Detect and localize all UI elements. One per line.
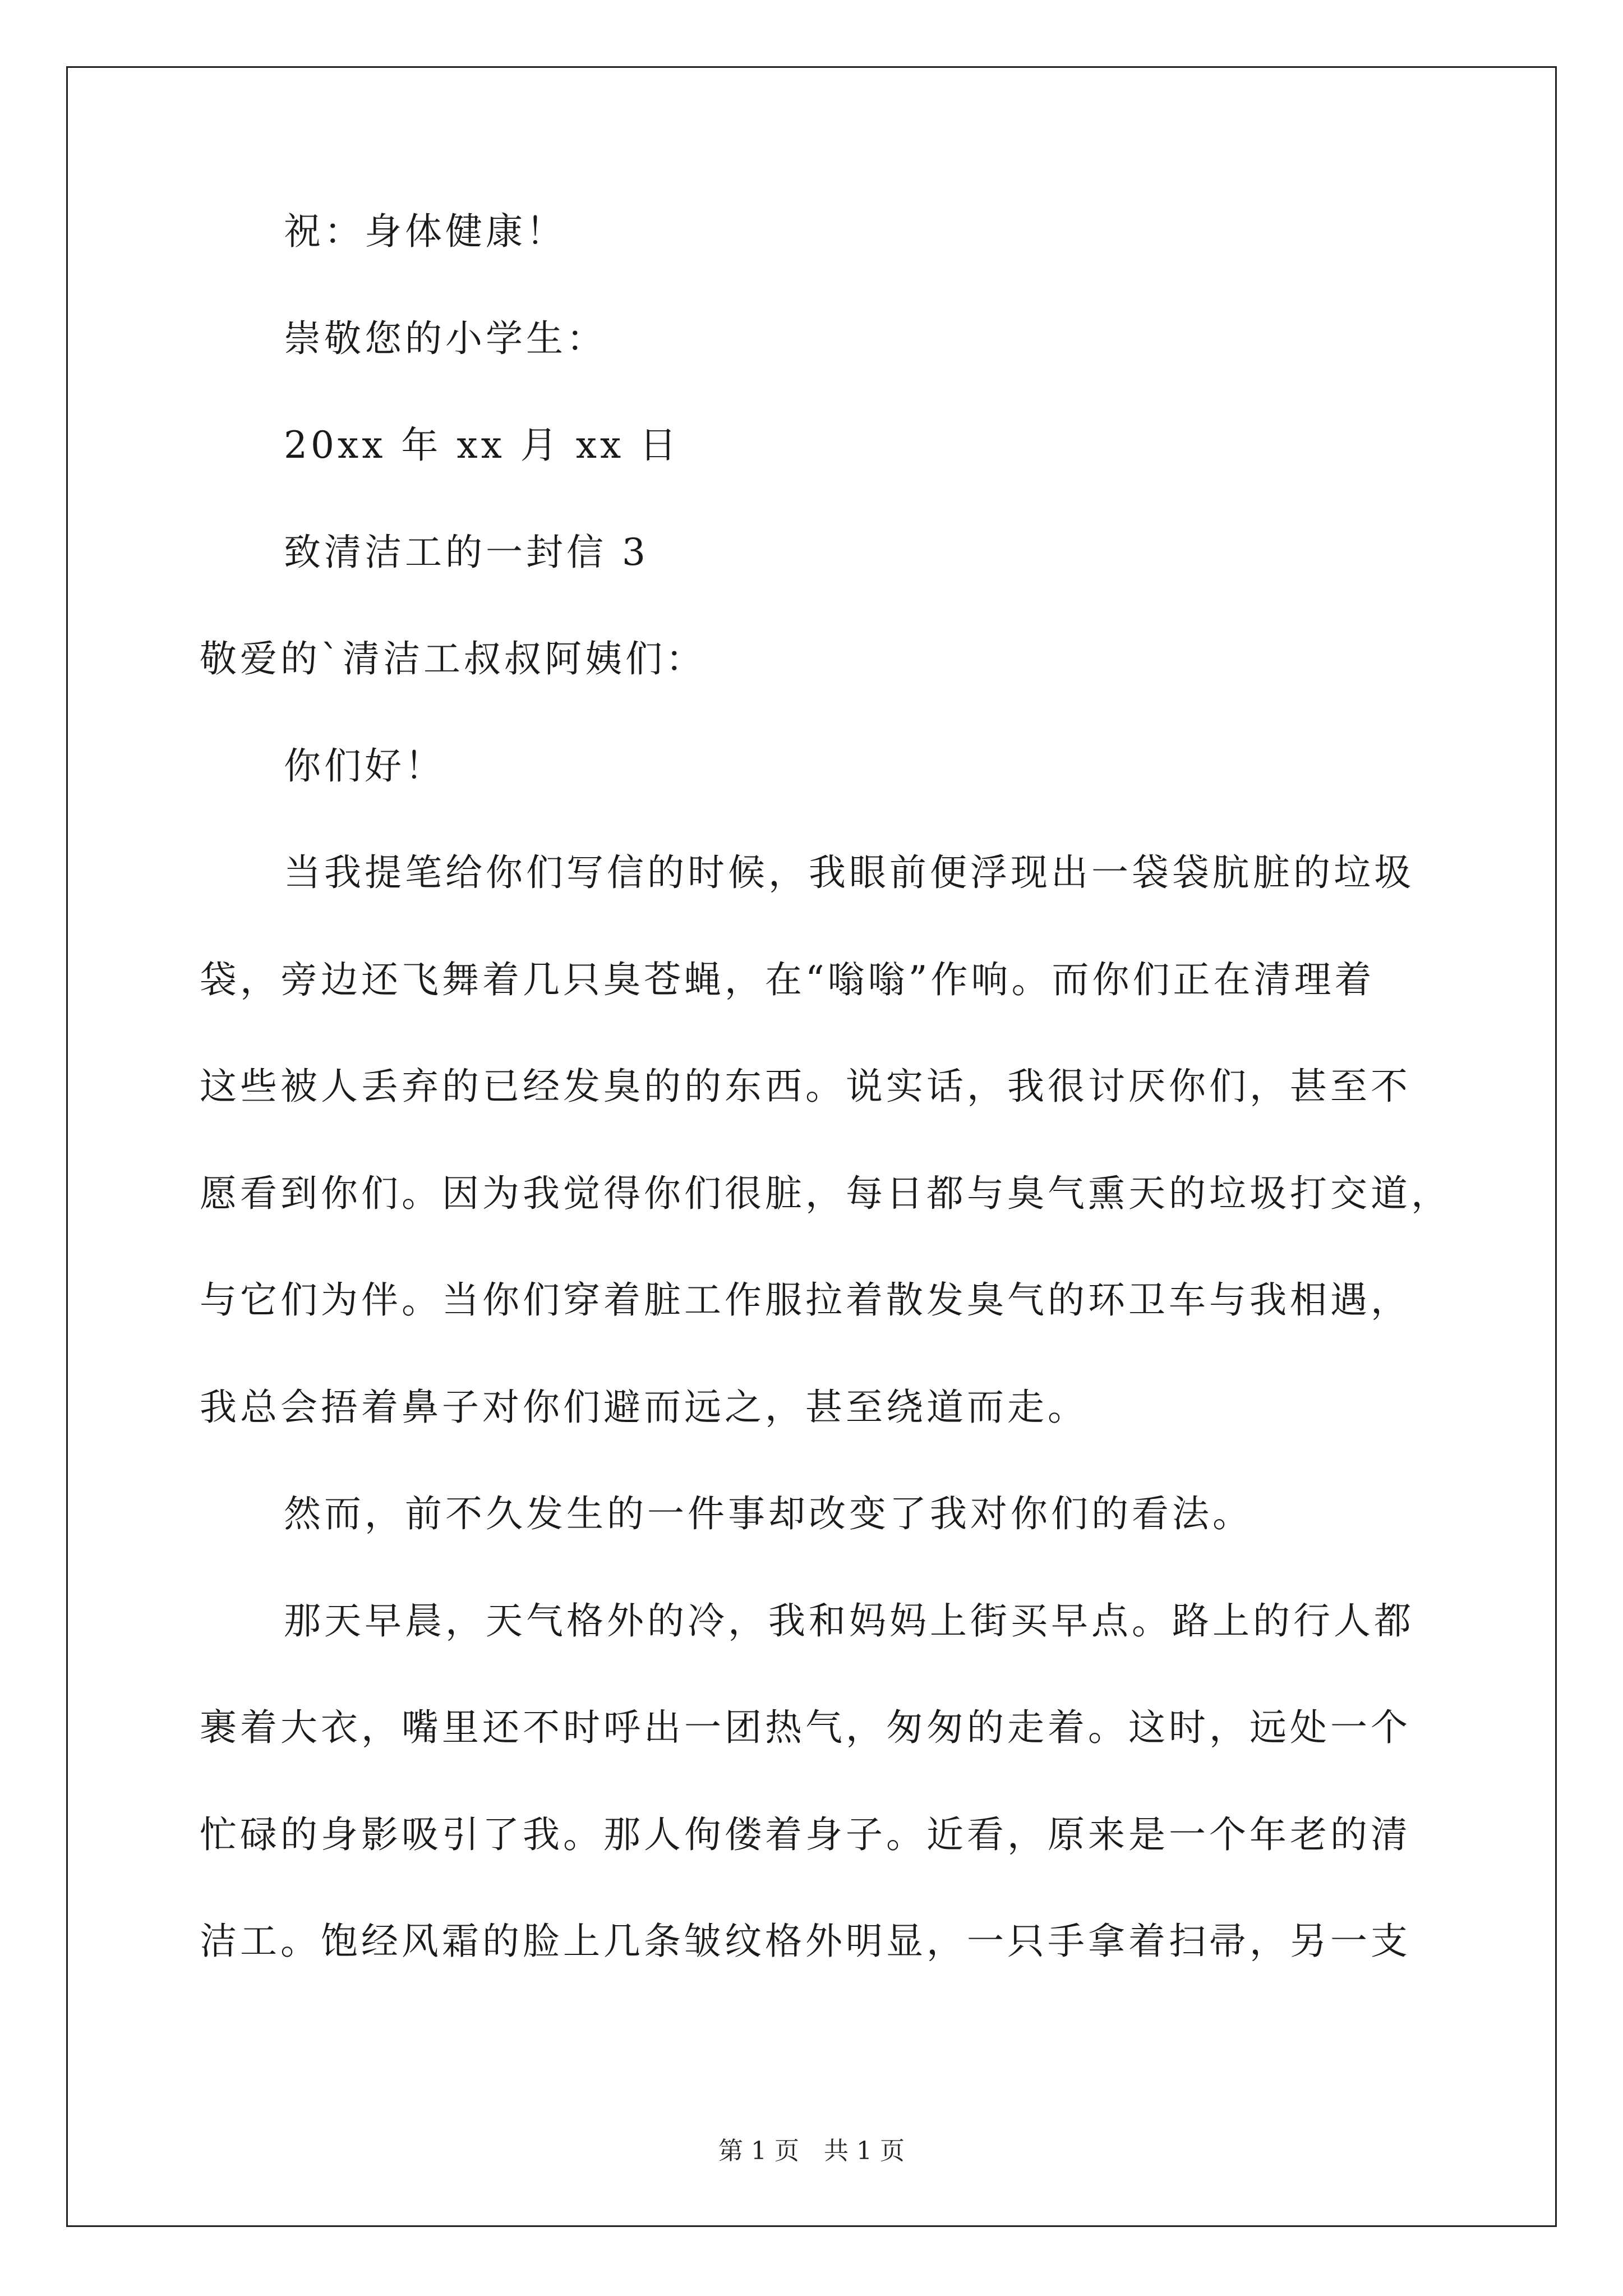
paragraph-line: 忙碌的身影吸引了我。那人佝偻着身子。近看，原来是一个年老的清	[200, 1812, 1411, 1856]
closing-wish: 祝：身体健康！	[284, 210, 566, 253]
paragraph-line: 裹着大衣，嘴里还不时呼出一团热气，匆匆的走着。这时，远处一个	[200, 1706, 1411, 1749]
paragraph-line: 那天早晨，天气格外的冷，我和妈妈上街买早点。路上的行人都	[284, 1599, 1414, 1642]
paragraph-line: 洁工。饱经风霜的脸上几条皱纹格外明显，一只手拿着扫帚，另一支	[200, 1920, 1411, 1963]
paragraph-line: 当我提笔给你们写信的时候，我眼前便浮现出一袋袋肮脏的垃圾	[284, 851, 1414, 894]
paragraph-line: 袋，旁边还飞舞着几只臭苍蝇，在“嗡嗡”作响。而你们正在清理着	[200, 958, 1375, 1001]
greeting: 你们好！	[284, 744, 445, 788]
paragraph-line: 这些被人丢弃的已经发臭的的东西。说实话，我很讨厌你们，甚至不	[200, 1065, 1411, 1108]
signature: 崇敬您的小学生：	[284, 316, 607, 360]
salutation: 敬爱的`清洁工叔叔阿姨们：	[200, 637, 706, 680]
paragraph-line: 然而，前不久发生的一件事却改变了我对你们的看法。	[284, 1492, 1253, 1535]
section-title: 致清洁工的一封信 3	[284, 530, 649, 574]
paragraph-line: 与它们为伴。当你们穿着脏工作服拉着散发臭气的环卫车与我相遇，	[200, 1278, 1411, 1322]
paragraph-line: 愿看到你们。因为我觉得你们很脏，每日都与臭气熏天的垃圾打交道，	[200, 1171, 1451, 1215]
document-body	[200, 210, 1451, 2030]
page-footer: 第 1 页 共 1 页	[718, 2137, 905, 2165]
letter-date: 20xx 年 xx 月 xx 日	[284, 424, 680, 467]
paragraph-line: 我总会捂着鼻子对你们避而远之，甚至绕道而走。	[200, 1385, 1088, 1429]
